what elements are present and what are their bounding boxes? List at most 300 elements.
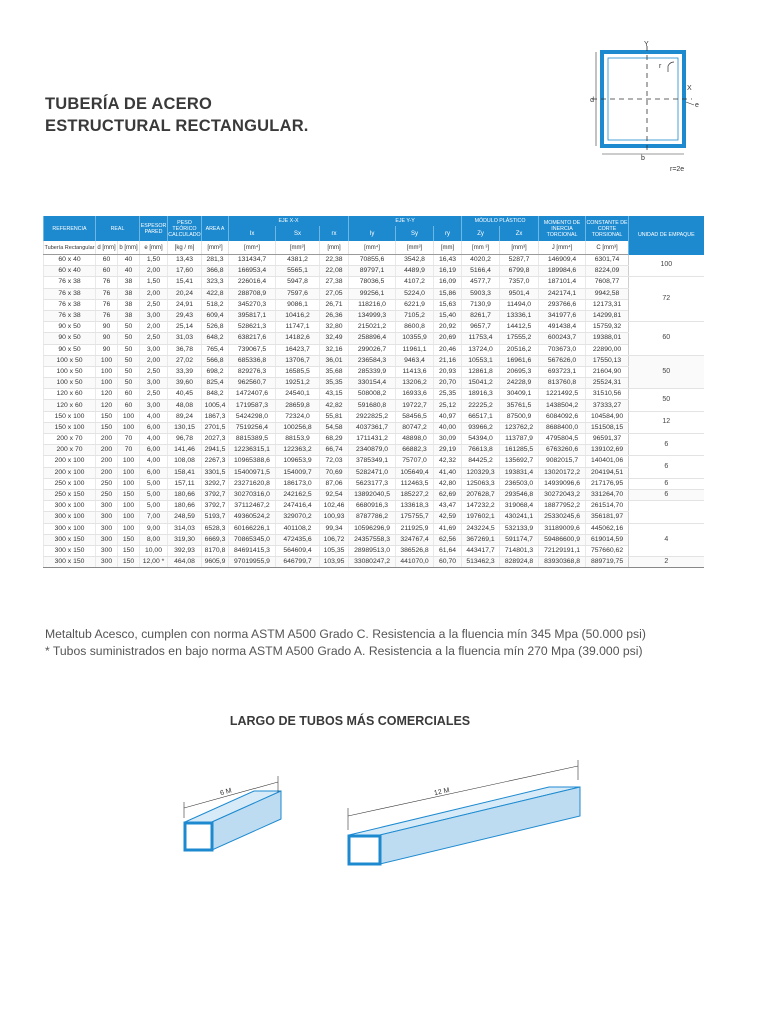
table-cell: 300 — [96, 523, 118, 534]
header-constante: CONSTANTE DE CORTE TORSIONAL — [586, 216, 629, 241]
table-cell: 356181,97 — [586, 512, 629, 523]
table-cell: 4107,2 — [396, 277, 434, 288]
table-cell: 90 x 50 — [44, 322, 96, 333]
table-cell: 59486600,9 — [539, 534, 586, 545]
table-cell: 72324,0 — [276, 411, 320, 422]
axis-x-label: X — [687, 85, 692, 92]
table-cell: 4,00 — [140, 456, 168, 467]
table-cell: 5424298,0 — [229, 411, 276, 422]
table-cell: 70 — [118, 434, 140, 445]
table-cell: 100,93 — [320, 512, 349, 523]
table-cell: 5282471,0 — [349, 467, 396, 478]
table-cell: 70865345,0 — [229, 534, 276, 545]
table-cell: 685336,8 — [229, 355, 276, 366]
table-cell: 619014,59 — [586, 534, 629, 545]
unit-cell: d [mm] — [96, 241, 118, 255]
table-cell: 591174,7 — [500, 534, 539, 545]
packing-unit-cell: 50 — [629, 355, 704, 389]
table-cell: 2922825,2 — [349, 411, 396, 422]
table-cell: 54,58 — [320, 422, 349, 433]
table-row — [44, 366, 704, 377]
table-row — [44, 478, 704, 489]
table-cell: 32,49 — [320, 333, 349, 344]
table-cell: 3,00 — [140, 378, 168, 389]
table-cell: 15,63 — [434, 299, 462, 310]
table-cell: 35761,5 — [500, 400, 539, 411]
table-cell: 367269,1 — [462, 534, 500, 545]
table-cell: 20,92 — [434, 322, 462, 333]
table-cell: 204194,51 — [586, 467, 629, 478]
table-cell: 76 x 38 — [44, 299, 96, 310]
table-cell: 13020172,2 — [539, 467, 586, 478]
table-cell: 243224,5 — [462, 523, 500, 534]
table-cell: 445062,16 — [586, 523, 629, 534]
radius-arrow — [668, 62, 674, 72]
table-cell: 13724,0 — [462, 344, 500, 355]
table-cell: 24228,9 — [500, 378, 539, 389]
header-eje-y: EJE Y-Y — [349, 216, 462, 226]
table-cell: 16,19 — [434, 266, 462, 277]
table-cell: 60166226,1 — [229, 523, 276, 534]
unit-cell: [mm²] — [202, 241, 229, 255]
table-cell: 96,78 — [168, 434, 202, 445]
table-cell: 567626,0 — [539, 355, 586, 366]
table-cell: 180,66 — [168, 489, 202, 500]
table-cell: 41,69 — [434, 523, 462, 534]
table-cell: 200 x 100 — [44, 467, 96, 478]
table-cell: 42,59 — [434, 512, 462, 523]
header-momento: MOMENTO DE INERCIA TORCIONAL — [539, 216, 586, 241]
table-cell: 3792,7 — [202, 489, 229, 500]
table-cell: 50 — [118, 355, 140, 366]
table-cell: 430241,1 — [500, 512, 539, 523]
table-cell: 4489,9 — [396, 266, 434, 277]
table-row — [44, 523, 704, 534]
table-cell: 87,06 — [320, 478, 349, 489]
table-cell: 22890,00 — [586, 344, 629, 355]
table-cell: 48898,0 — [396, 434, 434, 445]
table-cell: 20516,2 — [500, 344, 539, 355]
table-cell: 3301,5 — [202, 467, 229, 478]
table-cell: 26,71 — [320, 299, 349, 310]
table-cell: 108,08 — [168, 456, 202, 467]
table-cell: 19722,7 — [396, 400, 434, 411]
table-cell: 236503,0 — [500, 478, 539, 489]
table-cell: 72129191,1 — [539, 545, 586, 556]
table-cell: 18877952,2 — [539, 501, 586, 512]
table-cell: 38 — [118, 288, 140, 299]
table-row — [44, 400, 704, 411]
table-cell: 6528,3 — [202, 523, 229, 534]
table-cell: 150 — [118, 534, 140, 545]
table-cell: 386526,8 — [396, 545, 434, 556]
table-cell: 6669,3 — [202, 534, 229, 545]
table-cell: 60 — [96, 255, 118, 266]
table-cell: 4,00 — [140, 434, 168, 445]
table-cell: 3,00 — [140, 344, 168, 355]
table-cell: 193831,4 — [500, 467, 539, 478]
table-cell: 50 — [118, 366, 140, 377]
unit-cell: Tubería Rectangular — [44, 241, 96, 255]
table-cell: 15400971,5 — [229, 467, 276, 478]
table-cell: 21,16 — [434, 355, 462, 366]
table-row — [44, 545, 704, 556]
table-cell: 848,2 — [202, 389, 229, 400]
table-cell: 37112467,2 — [229, 501, 276, 512]
table-cell: 200 — [96, 434, 118, 445]
table-cell: 217176,95 — [586, 478, 629, 489]
table-cell: 4037361,7 — [349, 422, 396, 433]
table-cell: 12236315,1 — [229, 445, 276, 456]
table-cell: 250 x 150 — [44, 489, 96, 500]
table-cell: 330154,4 — [349, 378, 396, 389]
header-rx: rx — [320, 226, 349, 241]
table-cell: 187101,4 — [539, 277, 586, 288]
packing-unit-cell: 12 — [629, 411, 704, 433]
tube-12m — [348, 760, 580, 864]
table-cell: 60 — [118, 389, 140, 400]
table-cell: 392,93 — [168, 545, 202, 556]
table-cell: 288708,9 — [229, 288, 276, 299]
table-cell: 300 — [96, 557, 118, 568]
table-cell: 1472407,6 — [229, 389, 276, 400]
table-cell: 2340879,0 — [349, 445, 396, 456]
table-cell: 32,16 — [320, 344, 349, 355]
table-cell: 118216,0 — [349, 299, 396, 310]
table-cell: 100 — [118, 478, 140, 489]
unit-cell: [mm³] — [396, 241, 434, 255]
unit-cell: [mm ³] — [462, 241, 500, 255]
table-cell: 248,59 — [168, 512, 202, 523]
table-cell: 15041,2 — [462, 378, 500, 389]
table-cell: 9,00 — [140, 523, 168, 534]
table-cell: 646799,7 — [276, 557, 320, 568]
table-cell: 825,4 — [202, 378, 229, 389]
table-cell: 105649,4 — [396, 467, 434, 478]
table-cell: 36,01 — [320, 355, 349, 366]
table-cell: 40 — [118, 255, 140, 266]
table-cell: 765,4 — [202, 344, 229, 355]
table-cell: 508008,2 — [349, 389, 396, 400]
table-cell: 25,35 — [434, 389, 462, 400]
table-cell: 99,34 — [320, 523, 349, 534]
table-cell: 5,00 — [140, 478, 168, 489]
table-cell: 7130,9 — [462, 299, 500, 310]
table-cell: 10,00 — [140, 545, 168, 556]
table-cell: 19251,2 — [276, 378, 320, 389]
table-cell: 7,00 — [140, 512, 168, 523]
table-cell: 2267,3 — [202, 456, 229, 467]
table-cell: 10416,2 — [276, 310, 320, 321]
table-cell: 293766,6 — [539, 299, 586, 310]
tube-6m-front — [185, 823, 212, 850]
unit-cell: [mm⁴] — [349, 241, 396, 255]
table-cell: 422,8 — [202, 288, 229, 299]
table-cell: 97019955,9 — [229, 557, 276, 568]
table-cell: 518,2 — [202, 299, 229, 310]
table-cell: 200 — [96, 467, 118, 478]
table-cell: 76 — [96, 310, 118, 321]
table-cell: 76613,8 — [462, 445, 500, 456]
table-cell: 120 x 60 — [44, 389, 96, 400]
table-cell: 75707,0 — [396, 456, 434, 467]
table-cell: 609,4 — [202, 310, 229, 321]
table-cell: 638217,6 — [229, 333, 276, 344]
table-cell: 11747,1 — [276, 322, 320, 333]
table-cell: 50 — [118, 322, 140, 333]
table-cell: 120 — [96, 389, 118, 400]
table-cell: 242162,5 — [276, 489, 320, 500]
header-espesor: ESPESOR PARED — [140, 216, 168, 241]
table-row — [44, 501, 704, 512]
table-row — [44, 277, 704, 288]
table-cell: 49360524,2 — [229, 512, 276, 523]
table-cell: 100 — [118, 523, 140, 534]
table-cell: 40 — [118, 266, 140, 277]
table-cell: 17555,2 — [500, 333, 539, 344]
table-cell: 341977,6 — [539, 310, 586, 321]
table-cell: 33,39 — [168, 366, 202, 377]
table-cell: 150 — [96, 422, 118, 433]
table-cell: 120329,3 — [462, 467, 500, 478]
table-cell: 5565,1 — [276, 266, 320, 277]
table-cell: 104584,90 — [586, 411, 629, 422]
table-cell: 300 x 150 — [44, 557, 96, 568]
table-cell: 6,00 — [140, 422, 168, 433]
page-title-line-2: ESTRUCTURAL RECTANGULAR. — [45, 117, 309, 135]
table-cell: 197602,1 — [462, 512, 500, 523]
thickness-label: e — [695, 102, 699, 109]
unit-cell: [mm³] — [500, 241, 539, 255]
table-cell: 48,08 — [168, 400, 202, 411]
unit-cell: J [mm⁴] — [539, 241, 586, 255]
table-cell: 90 x 50 — [44, 344, 96, 355]
table-cell: 27,38 — [320, 277, 349, 288]
table-cell: 703673,0 — [539, 344, 586, 355]
table-cell: 9086,1 — [276, 299, 320, 310]
table-cell: 70 — [118, 445, 140, 456]
table-cell: 300 — [96, 501, 118, 512]
table-cell: 139102,69 — [586, 445, 629, 456]
table-cell: 70855,6 — [349, 255, 396, 266]
table-cell: 166953,4 — [229, 266, 276, 277]
table-cell: 2,50 — [140, 333, 168, 344]
table-cell: 13892040,5 — [349, 489, 396, 500]
table-cell: 1221492,5 — [539, 389, 586, 400]
table-cell: 123762,2 — [500, 422, 539, 433]
table-cell: 395817,1 — [229, 310, 276, 321]
table-cell: 150 x 100 — [44, 422, 96, 433]
header-eje-x: EJE X-X — [229, 216, 349, 226]
table-cell: 14299,81 — [586, 310, 629, 321]
table-cell: 236584,3 — [349, 355, 396, 366]
unit-cell: [mm⁴] — [229, 241, 276, 255]
table-cell: 76 x 38 — [44, 310, 96, 321]
table-cell: 22,08 — [320, 266, 349, 277]
table-cell: 151508,15 — [586, 422, 629, 433]
table-cell: 140401,06 — [586, 456, 629, 467]
table-cell: 102,46 — [320, 501, 349, 512]
table-cell: 58456,5 — [396, 411, 434, 422]
table-cell: 134999,3 — [349, 310, 396, 321]
table-cell: 2,00 — [140, 288, 168, 299]
table-cell: 40,00 — [434, 422, 462, 433]
table-cell: 1,50 — [140, 255, 168, 266]
table-cell: 103,95 — [320, 557, 349, 568]
table-cell: 20,24 — [168, 288, 202, 299]
table-row — [44, 299, 704, 310]
table-cell: 4577,7 — [462, 277, 500, 288]
table-cell: 133618,3 — [396, 501, 434, 512]
table-cell: 14939096,6 — [539, 478, 586, 489]
table-cell: 76 x 38 — [44, 277, 96, 288]
table-cell: 5,00 — [140, 489, 168, 500]
table-cell: 8600,8 — [396, 322, 434, 333]
table-cell: 247416,4 — [276, 501, 320, 512]
table-cell: 200 — [96, 456, 118, 467]
table-row — [44, 434, 704, 445]
tube-12m-label: 12 M — [433, 787, 451, 798]
page-title-line-1: TUBERÍA DE ACERO — [45, 95, 212, 113]
notes — [45, 626, 745, 660]
table-cell: 1719587,3 — [229, 400, 276, 411]
table-cell: 78036,5 — [349, 277, 396, 288]
table-cell: 9657,7 — [462, 322, 500, 333]
header-referencia: REFERENCIA — [44, 216, 96, 241]
packing-unit-cell: 2 — [629, 557, 704, 568]
table-cell: 11494,0 — [500, 299, 539, 310]
packing-unit-cell: 6 — [629, 434, 704, 456]
table-cell: 200 x 70 — [44, 434, 96, 445]
table-row — [44, 467, 704, 478]
table-cell: 22,38 — [320, 255, 349, 266]
table-cell: 564609,4 — [276, 545, 320, 556]
packing-unit-cell: 4 — [629, 523, 704, 557]
table-cell: 813760,8 — [539, 378, 586, 389]
table-cell: 100 — [118, 501, 140, 512]
table-cell: 38 — [118, 277, 140, 288]
table-cell: 62,56 — [434, 534, 462, 545]
table-cell: 207628,7 — [462, 489, 500, 500]
table-cell: 7519256,4 — [229, 422, 276, 433]
table-cell: 30272043,2 — [539, 489, 586, 500]
table-cell: 20,70 — [434, 378, 462, 389]
table-row — [44, 255, 704, 266]
table-cell: 10596296,9 — [349, 523, 396, 534]
table-cell: 20,93 — [434, 366, 462, 377]
table-cell: 60 x 40 — [44, 255, 96, 266]
table-cell: 6,00 — [140, 445, 168, 456]
table-cell: 37333,27 — [586, 400, 629, 411]
table-cell: 28659,8 — [276, 400, 320, 411]
table-row — [44, 411, 704, 422]
table-cell: 76 — [96, 299, 118, 310]
table-cell: 5,00 — [140, 501, 168, 512]
table-cell: 62,69 — [434, 489, 462, 500]
table-cell: 13336,1 — [500, 310, 539, 321]
table-cell: 10553,1 — [462, 355, 500, 366]
thickness-pointer — [686, 102, 694, 105]
table-cell: 42,32 — [434, 456, 462, 467]
table-cell: 38 — [118, 299, 140, 310]
table-cell: 70,69 — [320, 467, 349, 478]
table-cell: 66,74 — [320, 445, 349, 456]
header-unidad: UNIDAD DE EMPAQUE — [629, 216, 704, 255]
tube-lengths-illustration — [170, 760, 600, 870]
table-cell: 211925,9 — [396, 523, 434, 534]
table-cell: 31,03 — [168, 333, 202, 344]
unit-cell: [mm] — [320, 241, 349, 255]
table-cell: 15,86 — [434, 288, 462, 299]
table-cell: 106,72 — [320, 534, 349, 545]
table-cell: 13,43 — [168, 255, 202, 266]
note-grade-a: * Tubos suministrados en bajo norma ASTM A500 Grado A. Resistencia a la fluencia mín 270 Mpa (39.000 psi) — [45, 644, 643, 658]
table-cell: 5903,3 — [462, 288, 500, 299]
table-cell: 250 — [96, 478, 118, 489]
table-cell: 7105,2 — [396, 310, 434, 321]
table-cell: 12173,31 — [586, 299, 629, 310]
table-cell: 300 x 100 — [44, 523, 96, 534]
table-cell: 60 — [118, 400, 140, 411]
table-cell: 150 — [118, 545, 140, 556]
table-row — [44, 445, 704, 456]
table-cell: 591680,8 — [349, 400, 396, 411]
header-iy: Iy — [349, 226, 396, 241]
table-cell: 60 — [96, 266, 118, 277]
table-cell: 100 x 50 — [44, 355, 96, 366]
table-cell: 76 x 38 — [44, 288, 96, 299]
table-cell: 161285,5 — [500, 445, 539, 456]
table-cell: 72,03 — [320, 456, 349, 467]
table-cell: 31189009,6 — [539, 523, 586, 534]
table-cell: 5166,4 — [462, 266, 500, 277]
table-cell: 38 — [118, 310, 140, 321]
unit-cell: b [mm] — [118, 241, 140, 255]
header-ix: Ix — [229, 226, 276, 241]
unit-cell: C [mm³] — [586, 241, 629, 255]
table-cell: 4795804,5 — [539, 434, 586, 445]
tube-section-diagram — [588, 38, 728, 178]
table-cell: 299026,7 — [349, 344, 396, 355]
header-area: AREA A — [202, 216, 229, 241]
table-cell: 12,00 * — [140, 557, 168, 568]
unit-cell: [kg / m] — [168, 241, 202, 255]
table-cell: 141,46 — [168, 445, 202, 456]
table-cell: 20695,3 — [500, 366, 539, 377]
table-cell: 3,00 — [140, 400, 168, 411]
table-cell: 200 x 100 — [44, 456, 96, 467]
table-cell: 11961,1 — [396, 344, 434, 355]
header-zx: Zx — [500, 226, 539, 241]
table-cell: 61,64 — [434, 545, 462, 556]
header-peso: PESO TEÓRICO CALCULADO — [168, 216, 202, 241]
table-cell: 15,41 — [168, 277, 202, 288]
table-cell: 100 — [96, 366, 118, 377]
table-cell: 324767,4 — [396, 534, 434, 545]
header-modulo: MÓDULO PLÁSTICO — [462, 216, 539, 226]
table-cell: 66517,1 — [462, 411, 500, 422]
table-cell: 17550,13 — [586, 355, 629, 366]
table-row — [44, 288, 704, 299]
packing-unit-cell: 60 — [629, 322, 704, 356]
table-cell: 472435,6 — [276, 534, 320, 545]
table-cell: 15759,32 — [586, 322, 629, 333]
table-cell: 3,00 — [140, 310, 168, 321]
table-cell: 16961,6 — [500, 355, 539, 366]
table-cell: 757660,62 — [586, 545, 629, 556]
table-cell: 566,8 — [202, 355, 229, 366]
table-cell: 43,15 — [320, 389, 349, 400]
